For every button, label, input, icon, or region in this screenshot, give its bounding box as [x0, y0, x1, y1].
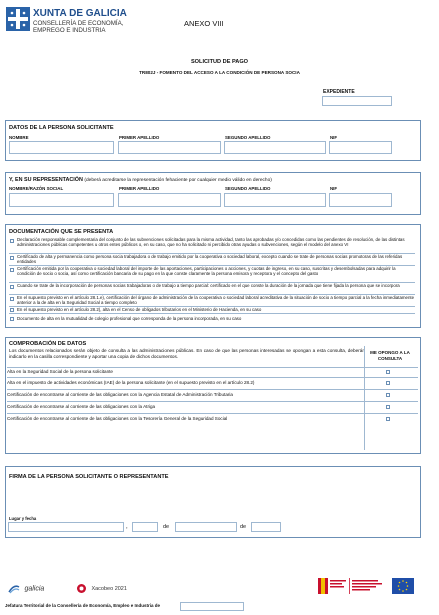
applicant-name-label: NOMBRE	[9, 135, 29, 140]
representative-section-title: Y, EN SU REPRESENTACIÓN	[9, 177, 83, 183]
galicia-logo-text: galicia	[24, 585, 45, 593]
doc-item-1: Declaración responsable complementaria del conjunto de las subvenciones solicitadas para la misma actividad, tanto las aprobadas y/o concedidas como las pendientes de resolución, de las distintas administraciones públicas competentes u otros entes públicos o, en su caso, que no ha solicitado ni percibido otras ayudas o subvenciones, según el modelo del anexo VI	[17, 237, 405, 247]
verification-divider	[7, 401, 418, 402]
oppose-checkbox-4[interactable]	[386, 405, 390, 409]
representative-section-note: (deberá acreditarse la representación fehaciente por cualquier medio válido en derecho)	[84, 178, 272, 183]
representative-section-heading	[9, 177, 272, 184]
verification-column-divider	[364, 346, 365, 450]
oppose-checkbox-1[interactable]	[386, 370, 390, 374]
verification-divider	[7, 367, 418, 368]
xunta-cross-icon	[6, 7, 30, 31]
verification-divider	[7, 389, 418, 390]
eu-flag-icon	[392, 578, 414, 594]
applicant-section-title: DATOS DE LA PERSONA SOLICITANTE	[9, 125, 114, 131]
doc-item-4: Cuando se trate de la incorporación de personas socias trabajadoras o de trabajo a tiempo parcial: certificado en el que conste la duración de la jornada que tiene fijada la persona que se incorpora	[17, 283, 400, 288]
oppose-checkbox-5[interactable]	[386, 417, 390, 421]
galicia-logo	[8, 580, 44, 592]
applicant-nif-field[interactable]	[329, 141, 392, 154]
oppose-checkbox-3[interactable]	[386, 393, 390, 397]
verification-row-2: Alta en el impuesto de actividades económicas (IAE) de la persona solicitante (en el supuesto previsto en el artículo 28.2)	[7, 380, 255, 385]
form-title: SOLICITUD DE PAGO	[190, 59, 249, 65]
form-subtitle: TR802J - FOMENTO DEL ACCESO A LA CONDICIÓN DE PERSONA SOCIA	[139, 70, 300, 75]
verification-row-3: Certificación de encontrarse al corriente de las obligaciones con la Agencia Estatal de Administración Tributaria	[7, 392, 233, 397]
de-label-1: de	[163, 524, 170, 530]
doc-checkbox-5[interactable]	[10, 297, 14, 301]
government-coat-of-arms-icon	[318, 578, 386, 594]
eu-flag	[392, 578, 414, 594]
doc-checkbox-1[interactable]	[10, 239, 14, 243]
spain-government-logo	[318, 578, 386, 594]
xacobeo-logo	[76, 580, 127, 598]
documentation-section-title: DOCUMENTACIÓN QUE SE PRESENTA	[9, 229, 114, 235]
doc-checkbox-2[interactable]	[10, 256, 14, 260]
verification-column-header: ME OPONGO A LA CONSULTA	[370, 350, 410, 361]
rep-nif-label: NIF	[330, 186, 338, 191]
rep-surname2-field[interactable]	[224, 193, 326, 207]
comma-separator: ,	[126, 524, 128, 530]
annex-label: ANEXO VIII	[184, 19, 224, 28]
rep-surname1-field[interactable]	[118, 193, 221, 207]
dept-line-2: EMPREGO E INDUSTRIA	[33, 27, 106, 34]
rep-surname1-label: PRIMER APELLIDO	[119, 186, 160, 191]
place-field[interactable]	[8, 522, 124, 532]
addressee-field[interactable]	[180, 602, 244, 611]
verification-row-4: Certificación de encontrarse al corriente de las obligaciones con la Atriga	[7, 404, 156, 409]
rep-name-field[interactable]	[9, 193, 114, 207]
doc-item-3: Certificación emitida por la cooperativa o sociedad laboral del importe de las aportaciones, participaciones o acciones, y cuotas de ingreso, en su caso, suscritas y desembolsadas para adquirir la condición de socio o socia, así como certificación bancaria de su pago en la que conste claramente la persona emisora y receptora y el concepto del gasto	[17, 266, 396, 276]
verification-section-title: COMPROBACIÓN DE DATOS	[9, 341, 87, 347]
doc-item-5: En el supuesto previsto en el artículo 28.1.e), certificación del órgano de administración de la cooperativa o sociedad laboral acreditativa de la situación de socio a tiempo parcial a la fecha inmediatamente anterior a la de alta en la Seguridad Social a tiempo completo	[17, 295, 415, 305]
verification-divider	[7, 413, 418, 414]
verification-row-1: Alta en la Seguridad Social de la persona solicitante	[7, 369, 113, 374]
expediente-label: EXPEDIENTE	[323, 89, 355, 95]
verification-row-5: Certificación de encontrarse al corriente de las obligaciones con la Tesorería General de la Seguridad Social	[7, 416, 228, 421]
doc-item-2: Certificado de alta y permanencia como persona socia trabajadora o de trabajo emitido por la cooperativa o sociedad laboral, excepto cuando se trate de personas socias promotoras de las referidas entidades	[17, 254, 403, 264]
expediente-field[interactable]	[322, 96, 392, 106]
doc-checkbox-3[interactable]	[10, 268, 14, 272]
de-label-2: de	[240, 524, 247, 530]
xacobeo-emblem-icon	[76, 583, 87, 594]
year-field[interactable]	[251, 522, 281, 532]
oppose-checkbox-2[interactable]	[386, 381, 390, 385]
applicant-nif-label: NIF	[330, 135, 338, 140]
verification-divider	[7, 377, 418, 378]
verification-intro: Los documentos relacionados serán objeto de consulta a las administraciones públicas. En caso de que las personas interesadas se opongan a esta consulta, deberán indicarlo en la casilla correspondiente y aportar una copia de dichos documentos.	[9, 348, 365, 359]
doc-checkbox-7[interactable]	[10, 317, 14, 321]
doc-divider	[9, 313, 415, 314]
doc-item-7: Documento de alta en la mutualidad de colegio profesional que corresponda de la persona incorporada, en su caso	[17, 316, 242, 321]
place-date-label: Lugar y fecha	[9, 516, 37, 521]
addressee-label: Jefatura Territorial de la Consellería de Economía, Empleo e Industria de	[5, 603, 160, 608]
day-field[interactable]	[132, 522, 158, 532]
applicant-surname1-field[interactable]	[118, 141, 221, 154]
rep-name-label: NOMBRE/RAZÓN SOCIAL	[9, 186, 64, 191]
org-name: XUNTA DE GALICIA	[33, 8, 127, 19]
month-field[interactable]	[175, 522, 237, 532]
signature-section-title: FIRMA DE LA PERSONA SOLICITANTE O REPRESENTANTE	[9, 474, 169, 480]
doc-checkbox-6[interactable]	[10, 308, 14, 312]
applicant-name-field[interactable]	[9, 141, 114, 154]
xacobeo-logo-text: Xacobeo 2021	[91, 585, 127, 592]
applicant-surname2-label: SEGUNDO APELLIDO	[225, 135, 271, 140]
galicia-swoosh-icon	[8, 584, 20, 594]
applicant-surname2-field[interactable]	[224, 141, 326, 154]
rep-surname2-label: SEGUNDO APELLIDO	[225, 186, 271, 191]
doc-item-6: En el supuesto previsto en el artículo 28.2), alta en el Censo de obligados tributarios en el Ministerio de Hacienda, en su caso	[17, 307, 262, 312]
doc-checkbox-4[interactable]	[10, 285, 14, 289]
dept-line-1: CONSELLERÍA DE ECONOMÍA,	[33, 20, 124, 27]
xunta-logo	[6, 7, 30, 31]
applicant-surname1-label: PRIMER APELLIDO	[119, 135, 160, 140]
rep-nif-field[interactable]	[329, 193, 392, 207]
